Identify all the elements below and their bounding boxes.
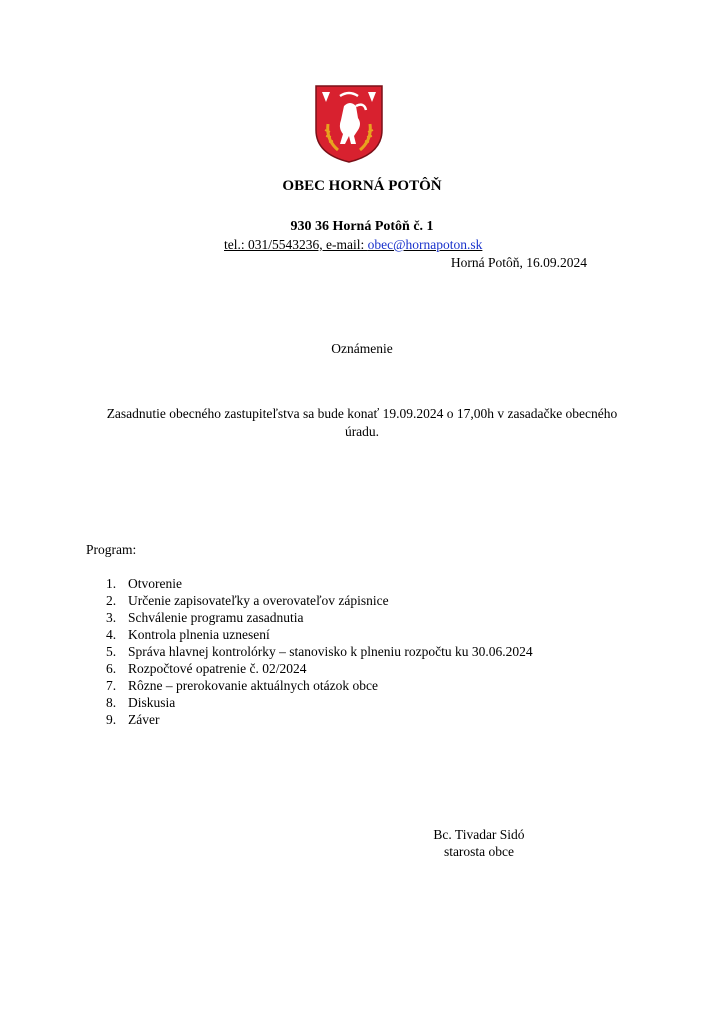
program-item [106,609,533,626]
program-item-text: Otvorenie [128,576,182,591]
place-date: Horná Potôň, 16.09.2024 [450,255,587,270]
program-label: Program: [86,542,137,557]
program-item-number: 6. [106,661,117,676]
program-item-text: Rôzne – prerokovanie aktuálnych otázok obce [128,678,379,693]
program-list [106,575,533,728]
notice-body: Zasadnutie obecného zastupiteľstva sa bude konať 19.09.2024 o 17,00h v zasadačke obecného úradu. [106,406,618,439]
contact-line [224,237,482,253]
program-item [106,575,533,592]
program-item [106,592,533,609]
program-item-number: 8. [106,695,117,710]
program-item-text: Určenie zapisovateľky a overovateľov zápisnice [128,593,389,608]
program-item-number: 7. [106,678,117,693]
program-item-text: Rozpočtové opatrenie č. 02/2024 [128,661,307,676]
program-item-number: 5. [106,644,117,659]
program-item-number: 9. [106,712,117,727]
signature-block [417,826,541,860]
program-item [106,694,533,711]
program-item-number: 1. [106,576,117,591]
program-item [106,711,533,728]
program-item [106,626,533,643]
program-item-text: Kontrola plnenia uznesení [128,627,270,642]
municipality-address: 930 36 Horná Potôň č. 1 [290,219,434,234]
program-item-number: 2. [106,593,117,608]
program-item-number: 3. [106,610,117,625]
signatory-name: Bc. Tivadar Sidó [433,827,525,842]
program-item [106,677,533,694]
program-item-text: Správa hlavnej kontrolórky – stanovisko k plneniu rozpočtu ku 30.06.2024 [128,644,533,659]
program-item-number: 4. [106,627,117,642]
municipality-title: OBEC HORNÁ POTÔŇ [282,178,442,194]
notice-heading: Oznámenie [331,341,393,356]
coat-of-arms-icon [314,84,384,164]
email-link[interactable]: obec@hornapoton.sk [367,237,483,252]
program-item-text: Záver [128,712,160,727]
contact-phone: tel.: 031/5543236, e-mail: [224,237,368,252]
program-item [106,660,533,677]
program-item [106,643,533,660]
program-item-text: Diskusia [128,695,176,710]
program-item-text: Schválenie programu zasadnutia [128,610,304,625]
signatory-role: starosta obce [443,844,515,859]
